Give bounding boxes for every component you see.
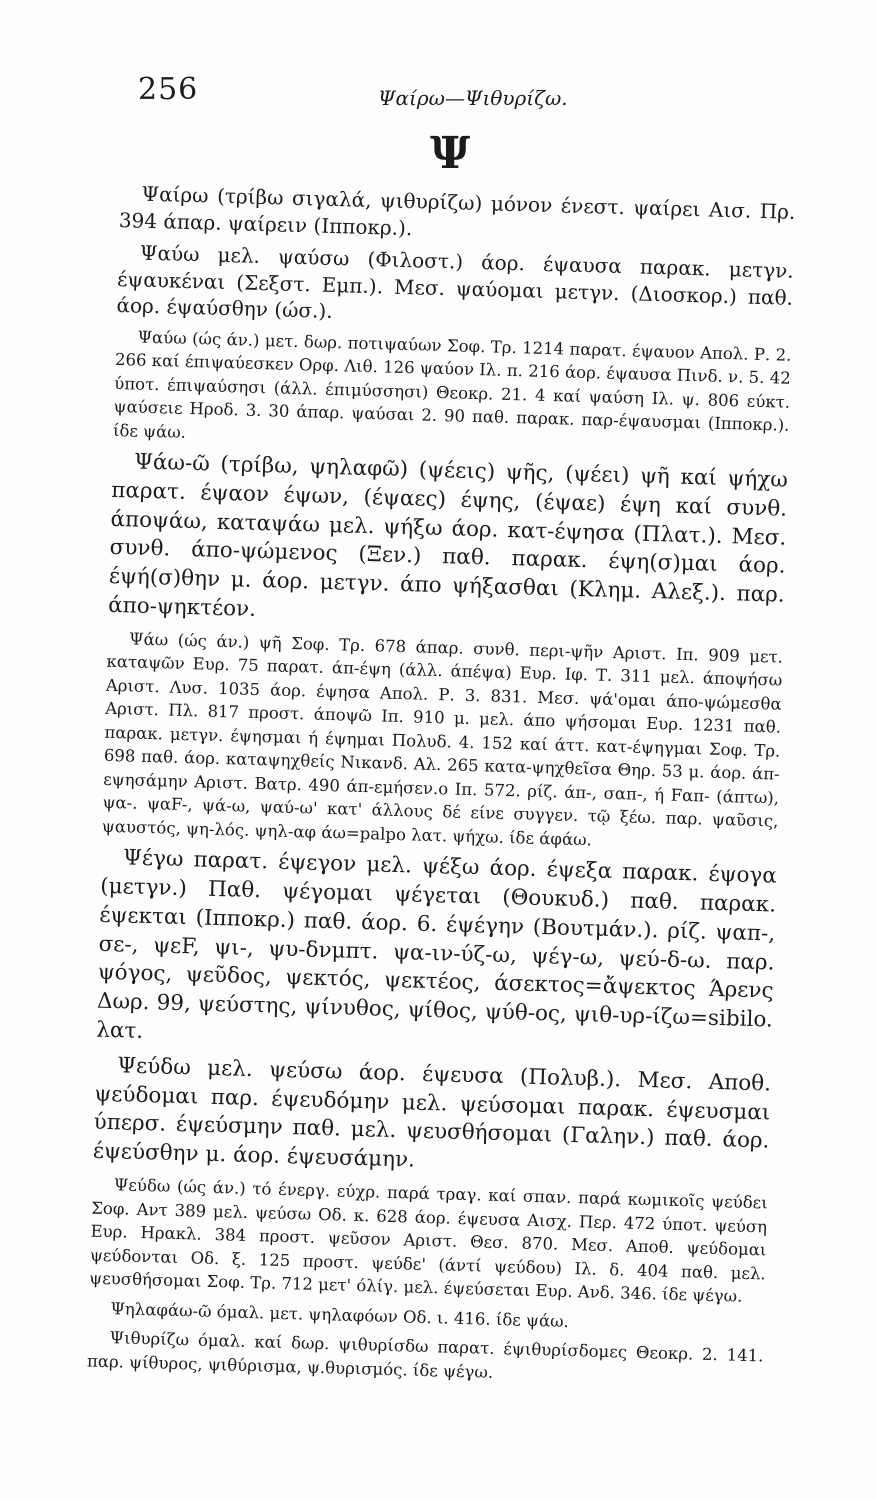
dictionary-entry: Ψάω-ῶ (τρίβω, ψηλαφῶ) (ψέεις) ψῆς, (ψέει) ψῆ καί ψήχω παρατ. έψαον έψων, (έψαες) έψης, (έψαε) έψη καί συνθ. άποψάω, καταψάω μελ. ψήξω άορ. κατ-έψησα (Πλατ.). Μεσ. συνθ. άπο-ψώμενος (Ξεν.) παθ. παρακ. έψη(σ)μαι άορ. έψή(σ)θην μ. άορ. μετγν. άπο ψήξασθαι (Κλημ. Αλεξ.). παρ. άπο-ψηκτέον. [107, 449, 789, 622]
section-letter: Ψ [430, 128, 471, 179]
page-number: 256 [138, 72, 199, 107]
dictionary-entry: Ψαύω μελ. ψαύσω (Φιλοστ.) άορ. έψαυσα παρακ. μετγν. έψαυκέναι (Σεξστ. Εμπ.). Μεσ. ψαύομαι μετγν. (Διοσκορ.) παθ. άορ. έψαύσθην (ώσ.). [116, 240, 795, 323]
page-header [138, 72, 778, 112]
dictionary-entry: Ψαύω (ώς άν.) μετ. δωρ. ποτιψαύων Σοφ. Τρ. 1214 παρατ. έψαυον Απολ. Ρ. 2. 266 καί έπιψαύεσκεν Ορφ. Λιθ. 126 ψαύον Ιλ. π. 216 άορ. έψαυσα Πινδ. ν. 5. 42 ύποτ. έπιψαύσησι (άλλ. έπιμύσσησι) Θεοκρ. 21. 4 καί ψαύση Ιλ. ψ. 806 εύκτ. ψαύσειε Ηροδ. 3. 30 άπαρ. ψαύσαι 2. 90 παθ. παρακ. παρ-έψαυσμαι (Ιπποκρ.). ίδε ψάω. [112, 327, 792, 442]
dictionary-entry: Ψηλαφάω-ῶ όμαλ. μετ. ψηλαφόων Οδ. ι. 416. ίδε ψάω. [110, 1298, 570, 1331]
dictionary-entry: Ψεύδω μελ. ψεύσω άορ. έψευσα (Πολυβ.). Μεσ. Αποθ. ψεύδομαι παρ. έψευδόμην μελ. ψεύσομαι παρακ. έψευσμαι ύπερσ. έψεύσμην παθ. μελ. ψευσθήσομαι (Γαλην.) παθ. άορ. έψεύσθην μ. άορ. έψευσάμην. [92, 1053, 772, 1173]
dictionary-entry: Ψέγω παρατ. έψεγον μελ. ψέξω άορ. έψεξα παρακ. έψογα (μετγν.) Παθ. ψέγομαι ψέγεται (Θουκυδ.) παθ. παρακ. έψεκται (Ιπποκρ.) παθ. άορ. 6. έψέγην (Βουτμάν.). ρίζ. ψαπ-, σε-, ψεF, ψι-, ψυ-δνμπτ. ψα-ιν-ύζ-ω, ψέγ-ω, ψεύ-δ-ω. παρ. ψόγος, ψεῦδος, ψεκτός, ψεκτέος, άσεκτος=ἄψεκτος Άρενς Δωρ. 99, ψεύστης, ψίνυθος, ψίθος, ψύθ-ος, ψιθ-υρ-ίζω=sibilo. λατ. [95, 845, 778, 1045]
running-head: Ψαίρω—Ψιθυρίζω. [378, 86, 568, 110]
dictionary-entry: Ψεύδω (ώς άν.) τό ένεργ. εύχρ. παρά τραγ. καί σπαν. παρά κωμικοῖς ψεύδει Σοφ. Αντ 389 μελ. ψεύσω Οδ. κ. 628 άορ. έψευσα Αισχ. Περ. 472 ύποτ. ψεύση Ευρ. Ηρακλ. 384 προστ. ψεῦσον Αριστ. Θεσ. 870. Μεσ. Αποθ. ψεύδομαι ψεύδονται Οδ. ξ. 125 προστ. ψεύδε' (άντί ψεύδου) Ιλ. δ. 404 παθ. μελ. ψευσθήσομαι Σοφ. Τρ. 712 μετ' όλίγ. μελ. έψεύσεται Ευρ. Ανδ. 346. ίδε ψέγω. [89, 1175, 768, 1306]
dictionary-entry: Ψάω (ώς άν.) ψῆ Σοφ. Τρ. 678 άπαρ. συνθ. περι-ψῆν Αριστ. Ιπ. 909 μετ. καταψῶν Ευρ. 75 παρατ. άπ-έψη (άλλ. άπέψα) Ευρ. Ιφ. Τ. 311 μελ. άποψήσω Αριστ. Λυσ. 1035 άορ. έψησα Απολ. Ρ. 3. 831. Μεσ. ψά'ομαι άπο-ψώμεσθα Αριστ. Πλ. 817 προστ. άποψῶ Ιπ. 910 μ. μελ. άπο ψήσομαι Ευρ. 1231 παθ. παρακ. μετγν. έψησμαι ή έψημαι Πολυδ. 4. 152 καί άττ. κατ-έψηγμαι Σοφ. Τρ. 698 παθ. άορ. καταψηχθείς Νικανδ. Αλ. 265 κατα-ψηχθεῖσα Θηρ. 53 μ. άορ. άπ-εψησάμην Αριστ. Βατρ. 490 άπ-εμήσεν.ο Ιπ. 572. ρίζ. άπ-, σαπ-, ή Fαπ- (άπτω), ψα-. ψαF-, ψά-ω, ψαύ-ω' κατ' άλλους δέ είνε συγγεν. τῷ ξέω. παρ. ψαῦσις, ψαυστός, ψη-λός. ψηλ-αφ άω=palpo λατ. ψήχω. ίδε άφάω. [101, 629, 784, 850]
dictionary-entry: Ψιθυρίζω όμαλ. καί δωρ. ψιθυρίσδω παρατ. έψιθυρίσδομες Θεοκρ. 2. 141. παρ. ψίθυρος, ψιθύρισμα, ψ.θυρισμός. ίδε ψέγω. [86, 1328, 764, 1382]
dictionary-body [87, 180, 796, 1397]
dictionary-entry: Ψαίρω (τρίβω σιγαλά, ψιθυρίζω) μόνον ένεστ. ψαίρει Αισ. Πρ. 394 άπαρ. ψαίρειν (Ιπποκρ.). [118, 181, 796, 240]
